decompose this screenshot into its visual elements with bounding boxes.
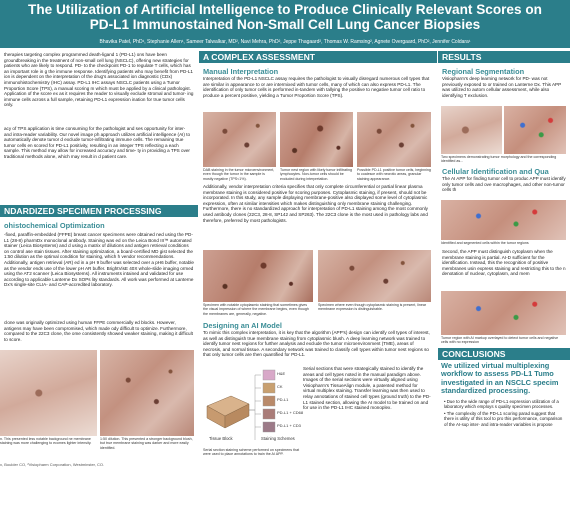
- diagram-label-tissue-block: Tissue Block: [209, 436, 233, 441]
- diagram-label-pdl1-cd68: PD-L1 + CD68: [277, 410, 304, 415]
- diagram-label-pdl1-cd3: PD-L1 + CD3: [277, 423, 301, 428]
- poster-subtitle: PD-L1 Immunostained Non-Small Cell Lung Cancer Biopsies: [89, 17, 481, 32]
- subheading-regional-segmentation: Regional Segmentation: [442, 67, 525, 76]
- segmentation-image-a: [441, 106, 502, 154]
- segmentation-caption: Two specimens demonstrating tumor morphology and the corresponding identified as...: [441, 155, 557, 163]
- tumor-nest-image: [280, 112, 353, 167]
- tumor-nest-caption: Tumor nest region with likely tumor infiltrating lymphocytes. Non-tumor cells should be excluded during interpretation.: [280, 168, 352, 181]
- positive-tumor-image: [357, 112, 431, 167]
- ihc-image-dilution-a: [0, 350, 97, 436]
- cellular-identification-paragraph: The AI APP for finding tumor cell to produc APP must identify only tumor cells and ove macrophages, and other non-tumor cells th: [442, 176, 566, 193]
- ihc-caption-a: n. This presented less notable background ne membrane staining was more challenging to ecomes lighter intensity.: [0, 437, 92, 446]
- section-header-standardized: NDARDIZED SPECIMEN PROCESSING: [0, 205, 198, 217]
- tme-caption: DAB staining in the tumor microenvironment, even though the tumor in the sample is mostly negative (TPS<1%).: [203, 168, 275, 181]
- diagram-label-he: H&E: [277, 371, 286, 376]
- membrane-distinction-paragraph: Second, the APP must distinguish cytoplasm when the membrane staining is partial. AI-D sufficient for the identification. Instead, this the recognition of positive membranes usin express staining and restricting this to the n denotation of nuclear, cytoplasm, and mem: [442, 249, 566, 277]
- serial-section-svg: [203, 366, 299, 446]
- staining-scheme-diagram: [203, 366, 304, 446]
- cell-segmentation-image: [441, 200, 566, 240]
- author-line: Bhavika Patel, PhD¹, Stephanie Allen¹, Sameer Talwalkar, MD², Navi Mehra, PhD², Jeppe Thagaard², Thomas W. Ramsing², Agnete Overgaard, PhD², Jennifer Coldara¹: [0, 36, 570, 48]
- diagram-label-pdl1: PD-L1: [277, 397, 289, 402]
- regional-segmentation-paragraph: Visiopharm's deep learning network for PD- was not previously exposed to or trained on Lanterne Dx. This APP was utilized to autom cellular assessment, while also identifying T exclusion.: [442, 76, 562, 98]
- intro-paragraph: therapies targeting complex programmed death-ligand 1 (PD-L1) ons have been groundbreaking in the treatment of non-small cell lung (NSCLC), offering new strategies for patients who are likely to respond. PD- to the checkpoint PD-1 to regulate T cells, which has an important role in g the immune response. Identifying patients who may benefit from PD-L1 ion is dependent on the interpretation of the drug's associated ion diagnostic (CDx) immunohistochemistry (IHC) assay. PD-L1 IHC assays NSCLC patients using a Tumor Proportion Score (TPS), a manual scoring m which must be applied by a clinical pathologist. Application of the score ex as it requires the reader to visually exclude stromal and tumor- ing immune cells across a full sample, retaining PD-L1 expression ination for true tumor cells only.: [4, 52, 194, 108]
- cytoplasmic-staining-image: [203, 250, 313, 302]
- membrane-staining-image: [318, 250, 431, 302]
- intro-paragraph-2: acy of TPS application is time consuming for the pathologist and ses opportunity for inter- and intra-reader variability. Our novel image ph approach utilizes artificial intelligence (AI) to automatically denote tumor d exclude tumor-infiltrating immune cells. The remaining true tumor cells en scored for PD-L1 positivity, resulting in an integer TPS reflecting a each sample. This method may allow for increased accuracy and time- ty in providing a TPS over traditional methods alone, which may result in d patient care.: [4, 126, 191, 159]
- ihc-paragraph-2: clone was originally optimized using human FFPE commercially ed blocks. However, antigens may have been compromised, which made ody difficult to optimize. Furthermore, compared to the 22C3 clone, the ome consistently showed weaker staining, making it difficult to score.: [4, 320, 193, 342]
- poster-header: [0, 0, 570, 36]
- section-header-conclusions: CONCLUSIONS: [438, 348, 570, 360]
- positive-tumor-caption: Possible PD-L1 positive tumor cells, beginning to coalesce with necrotic areas, granular staining appearance.: [357, 168, 431, 181]
- ihc-paragraph: -fixed, paraffin-embedded (FFPE) breast cancer specimens were obtained ned using the PD-L1 (28-8) pharmDx monoclonal antibody. Staining was ed on the Leica Bond III™ automated stainer (Leica Biosystems) and d using a matrix of dilutions and antigen retrieval conditions on control ase stain tissues. After staining optimization, a board-certified MD gist selected the 1:50 dilution as the optimal condition for staining, which h vendor recommendations. Additionally, antigen retrieval (AR) ed in a pH 9 buffer was selected over a pH6 buffer, notable as the vendor ends use of the lower pH AR buffer. BrightVisE 40X whole-slide imaging ormed using the AT2 scanner (Leica Biosystems). All instruments intained and validated for use according to applicable Lanterne Dx SOPs lity standards. All work was performed at Lanterne Dx's single-site CLIA- and CAP-accredited laboratory.: [4, 232, 194, 288]
- conclusion-bullet-text: Due to the wide range of PD-L1 expression utilization of a laboratory which employs s quality specimen processes.: [444, 399, 559, 410]
- ihc-caption-b: 1:50 dilution. This presented a stronger background blush, but true membrane staining was darker and more easily identified.: [100, 437, 193, 450]
- ai-design-paragraph: To mimic this complex interpretation, it is key that the algorithm (APP's) design can identify cell types of interest, as well as distinguish true membrane staining from cytoplasmic blush. A deep learning network was trained to identify tumor nest regions for further analysis and exclude the tumor microenvironment (TME), areas of necrosis, and normal tissue. A secondary network was trained to classify cell types within tumor nest regions so that only tumor cells are then quantified for PD-L1.: [203, 330, 430, 358]
- conclusion-bullet-text: The complexity of the PD-L1 scoring parad suggest that there is utility of this tool to pro this performance, comparison of the AI-sup inter- and intra-reader variables is propose: [444, 410, 563, 427]
- subheading-designing-ai: Designing an AI Model: [203, 321, 282, 330]
- cell-segmentation-caption: Identified and segmented cells within the tumor regions: [441, 241, 529, 245]
- serial-section-paragraph: Serial sections that were strategically stained to identify the areas and cell types noted in the manual paradigm above. Images of the serial sections were virtually aligned using Visiopharm's TissueAlign module, a patented method for virtual multiplex staining. Transfer learning was then used to relay annotations of stained cell types (ground truth) to the PD-L1 stained section, allowing the AI model to be trained on and for use in the PD-L1 IHC stained monoplex.: [303, 366, 431, 411]
- conclusion-bullets: [434, 398, 570, 458]
- subheading-cellular-identification: Cellular Identification and Qua: [442, 167, 549, 176]
- staining-criteria-paragraph: Additionally, vendor interpretation criteria specifies that only complete circumferential or partial linear plasma membrane staining is considered positive for scoring purposes. Cytoplasmic staining, if present, should not be incorporated. In this study, any sample displaying membrane-positive also displayed some level of cytoplasmic expression, often at similar intensities which makes distinguishing only membrane staining challenging. Furthermore, there is no standardized approach for interpretation of PD-L1 staining among the most commonly used antibody clones (22C3, 28-8, SP142 and SP263). The 22C3 clone is the most used in pathology labs and therefore, preferred by most pathologists.: [203, 184, 428, 223]
- ai-markup-image: [441, 291, 566, 335]
- membrane-caption: Specimen where even though cytoplasmic staining is present, linear membrane expression is distinguishable.: [318, 303, 427, 312]
- ihc-image-dilution-b: [100, 350, 194, 436]
- section-header-results: RESULTS: [438, 51, 570, 63]
- serial-section-caption: Serial section staining scheme performed on specimens that were used to place annotations to train the AI APP.: [203, 448, 300, 457]
- cytoplasmic-caption: Specimen with notable cytoplasmic staining that sometimes gives the visual impression of where the membrane begins, even though the membranes are, generally, negative.: [203, 303, 309, 316]
- subheading-ihc-optimization: ohistochemical Optimization: [4, 221, 105, 230]
- ai-markup-caption: Tumor region with AI markup overlayed to detect tumor cells and negative cells with no expression: [441, 336, 559, 345]
- diagram-label-staining-schemes: Staining Schemes: [261, 436, 295, 441]
- segmentation-image-b: [504, 106, 566, 154]
- conclusion-bullet: • The complexity of the PD-L1 scoring parad suggest that there is utility of this tool to pro this performance, comparison of the AI-sup inter- and intra-reader variables is propose: [444, 410, 563, 427]
- conclusion-bullet: • Due to the wide range of PD-L1 expression utilization of a laboratory which employs s quality specimen processes.: [444, 399, 559, 410]
- manual-interpretation-paragraph: Interpretation of the PD-L1 NSCLC assay requires the pathologist to visually disregard numerous cell types that are similar in appearance to or are intermixed with tumor cells, many of which can also express PD-L1. The identification of only tumor cells is performed in-tandem with tallying the positive to negative tumor cell ratio to produce a percent positive, yielding a Tumor Proportion Score (TPS).: [203, 76, 430, 98]
- diagram-label-ck: CK: [277, 384, 283, 389]
- conclusion-statement: We utilized virtual multiplexing workflow to assess PD-L1 Tumo investigated in an NSCLC specim standardized processing.: [441, 362, 559, 396]
- section-header-complex-assessment: A COMPLEX ASSESSMENT: [199, 51, 437, 63]
- poster-title: The Utilization of Artificial Intelligence to Produce Clinically Relevant Scores on: [28, 2, 542, 17]
- tme-staining-image: [203, 112, 276, 167]
- affiliations-footer: x, Boulder CO, ²Visiopharm Corporation, Westminster, CO.: [0, 462, 105, 467]
- subheading-manual-interpretation: Manual Interpretation: [203, 67, 279, 76]
